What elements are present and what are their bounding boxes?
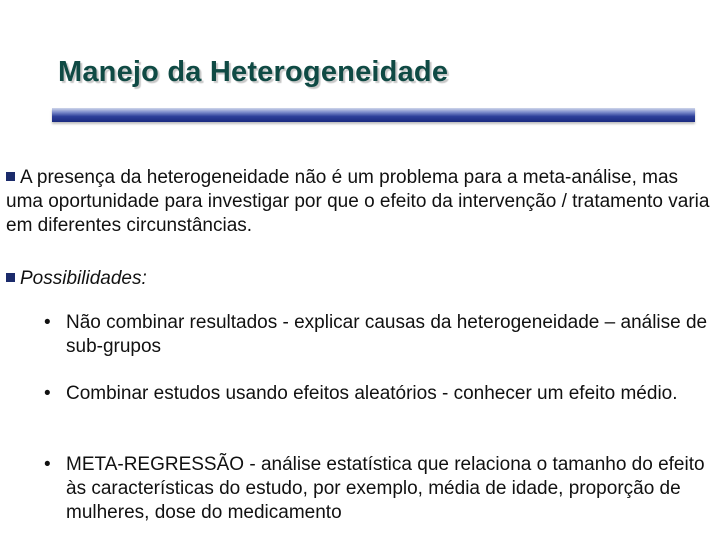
square-bullet-icon	[6, 172, 15, 181]
round-bullet-icon: •	[44, 454, 51, 475]
bullet-heterogeneity-opportunity	[6, 166, 712, 238]
sub-bullet-meta-regression	[44, 453, 712, 525]
round-bullet-icon: •	[44, 383, 51, 404]
bullet-text: A presença da heterogeneidade não é um problema para a meta-análise, mas uma oportunidade para investigar por que o efeito da intervenção / tratamento varia em diferentes circunstâncias.	[6, 167, 710, 236]
slide-title: Manejo da Heterogeneidade	[58, 56, 449, 88]
round-bullet-icon: •	[44, 312, 51, 333]
sub-bullet-no-combine	[44, 311, 712, 359]
bullet-possibilities	[6, 267, 712, 291]
sub-bullet-text: Não combinar resultados - explicar causas da heterogeneidade – análise de sub-grupos	[66, 312, 708, 357]
sub-bullet-text: META-REGRESSÃO - análise estatística que relaciona o tamanho do efeito às características do estudo, por exemplo, média de idade, proporção de mulheres, dose do medicamento	[66, 454, 705, 523]
title-underline-bar	[52, 108, 695, 122]
sub-bullet-random-effects	[44, 382, 712, 406]
sub-bullet-text: Combinar estudos usando efeitos aleatórios - conhecer um efeito médio.	[66, 383, 678, 404]
bullet-text: Possibilidades:	[20, 268, 147, 289]
square-bullet-icon	[6, 273, 15, 282]
